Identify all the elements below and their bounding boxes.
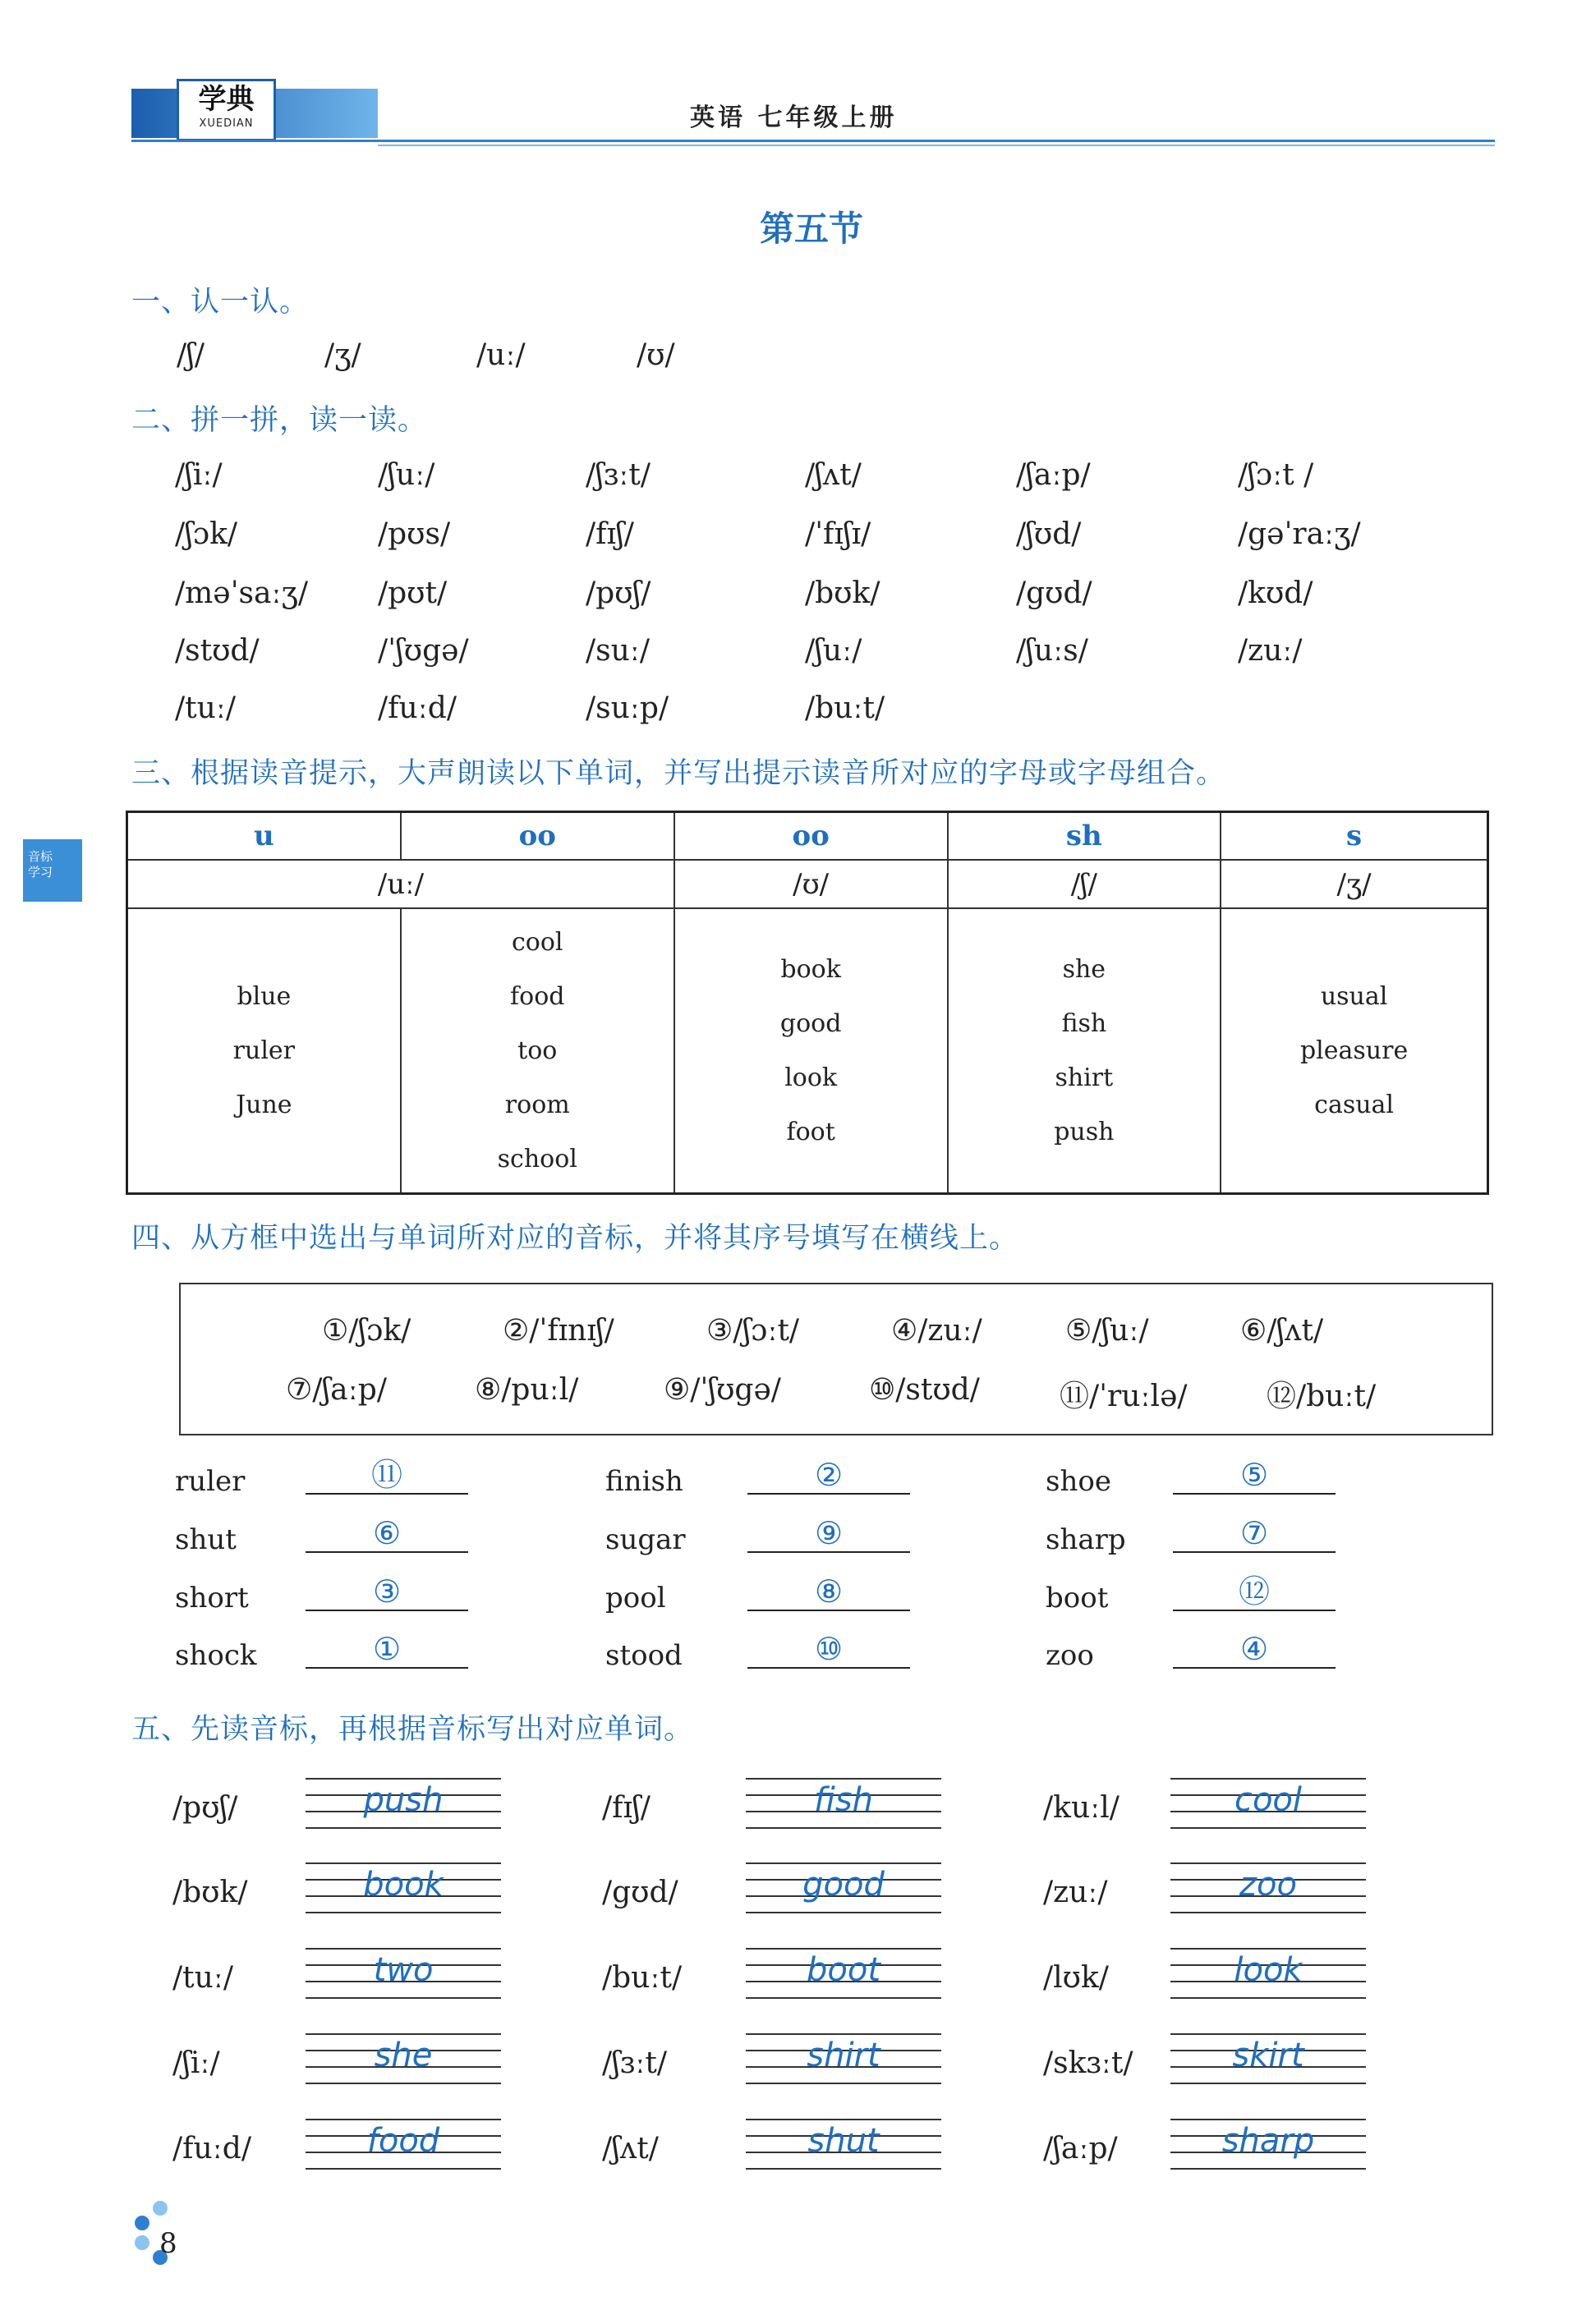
handwritten-answer: skirt xyxy=(1232,2037,1304,2074)
hex-decoration xyxy=(135,2216,149,2230)
writing-lines xyxy=(306,2119,501,2170)
match-word: shut xyxy=(175,1523,237,1556)
writing-lines xyxy=(1170,2033,1366,2084)
phonetic-option: ⑪/ˈruːlə/ xyxy=(1060,1380,1188,1413)
ruled-line xyxy=(746,1997,941,1999)
phonetic-item: /ʃʊd/ xyxy=(1016,517,1082,551)
handwritten-answer: food xyxy=(366,2122,440,2160)
phonetic-item: /ʃaːp/ xyxy=(1016,458,1091,492)
match-word: ruler xyxy=(175,1465,246,1498)
table-word: cool xyxy=(511,927,563,957)
table-word: room xyxy=(504,1090,570,1119)
phonetic-prompt: /zuː/ xyxy=(1043,1876,1108,1909)
part3-title: 三、根据读音提示，大声朗读以下单词，并写出提示读音所对应的字母或字母组合。 xyxy=(131,757,1226,790)
table-word: June xyxy=(236,1090,292,1119)
phonetic-item: /gʊd/ xyxy=(1016,576,1092,610)
phonetic-symbol: /ʃ/ xyxy=(177,338,205,372)
book-title: 英语 七年级上册 xyxy=(690,103,898,132)
table-word: usual xyxy=(1320,981,1388,1011)
handwritten-answer: she xyxy=(374,2037,433,2074)
phonetic-item: /ˈʃʊgə/ xyxy=(378,634,469,668)
phonetic-item: /fuːd/ xyxy=(378,691,457,725)
word-cell xyxy=(948,908,1221,1194)
phonetic-prompt: /pʊʃ/ xyxy=(172,1791,238,1825)
phonetic-option: ⑤/ʃuː/ xyxy=(1065,1314,1149,1348)
writing-lines xyxy=(746,2119,941,2170)
match-word: pool xyxy=(605,1582,666,1614)
handwritten-answer: shirt xyxy=(807,2037,880,2074)
phonetic-item: /pʊs/ xyxy=(378,517,451,551)
part1-title: 一、认一认。 xyxy=(131,286,310,319)
phonetic-item: /ʃuːs/ xyxy=(1016,634,1088,668)
answer-blank: ⑤ xyxy=(1173,1457,1336,1495)
phonetic-item: /stʊd/ xyxy=(175,634,260,668)
match-word: sharp xyxy=(1046,1523,1126,1556)
table-word: blue xyxy=(237,981,292,1011)
phonetic-prompt: /bʊk/ xyxy=(172,1876,248,1909)
phonetic-option: ⑥/ʃʌt/ xyxy=(1240,1314,1324,1348)
phonetic-option: ⑧/puːl/ xyxy=(475,1373,579,1407)
phonetic-item: /ʃɔːt / xyxy=(1238,458,1314,492)
table-word: she xyxy=(1062,954,1106,984)
ruled-line xyxy=(1170,2083,1366,2084)
phonetic-option: ②/ˈfɪnɪʃ/ xyxy=(503,1314,614,1348)
match-word: stood xyxy=(605,1639,683,1672)
phonetic-option: ⑦/ʃaːp/ xyxy=(286,1373,387,1407)
phonetic-item: /kʊd/ xyxy=(1238,576,1313,610)
hex-decoration xyxy=(135,2235,149,2250)
phonetic-item: /ʃʌt/ xyxy=(805,458,862,492)
phonetic-option: ⑩/stʊd/ xyxy=(869,1373,980,1407)
answer-blank: ③ xyxy=(306,1573,468,1611)
phonetic-cell: /ʃ/ xyxy=(948,860,1221,908)
answer-blank: ⑨ xyxy=(747,1515,910,1553)
phonetic-cell: /ʒ/ xyxy=(1221,860,1487,908)
table-word: shirt xyxy=(1055,1063,1114,1092)
side-tab-label: 音标 学习 xyxy=(23,839,82,902)
phonetic-symbol: /ʒ/ xyxy=(324,338,361,372)
answer-blank: ② xyxy=(747,1457,910,1495)
word-cell xyxy=(1221,908,1487,1194)
ruled-line xyxy=(1170,1827,1366,1829)
match-word: sugar xyxy=(605,1523,686,1556)
phonetic-symbol: /ʊ/ xyxy=(637,338,675,372)
phonetic-prompt: /buːt/ xyxy=(602,1961,683,1995)
header-divider xyxy=(131,140,1495,142)
handwritten-answer: two xyxy=(373,1951,434,1989)
table-word: book xyxy=(780,954,841,984)
table-word: food xyxy=(510,981,565,1011)
phonetic-symbol: /uː/ xyxy=(476,338,526,372)
writing-lines xyxy=(746,1778,941,1829)
match-word: shoe xyxy=(1046,1465,1111,1498)
handwritten-answer: good xyxy=(802,1866,885,1904)
phonetic-option: ⑨/ˈʃʊgə/ xyxy=(664,1373,781,1407)
phonetic-item: /bʊk/ xyxy=(805,576,880,610)
match-word: short xyxy=(175,1582,249,1614)
writing-lines xyxy=(306,1862,501,1913)
ruled-line xyxy=(746,1912,941,1913)
part2-title: 二、拼一拼，读一读。 xyxy=(131,404,428,437)
phonetic-item: /pʊʃ/ xyxy=(586,576,651,610)
answer-blank: ⑪ xyxy=(306,1457,468,1495)
header-cell: oo xyxy=(401,812,674,861)
table-word: fish xyxy=(1061,1008,1107,1038)
phonetic-prompt: /tuː/ xyxy=(172,1961,234,1995)
word-cell xyxy=(401,908,674,1194)
header-cell: sh xyxy=(948,812,1221,861)
section-heading: 第五节 xyxy=(760,209,864,249)
writing-lines xyxy=(306,2033,501,2084)
table-phonetic-row xyxy=(127,860,1488,908)
ruled-line xyxy=(306,1827,501,1829)
phonetic-item: /məˈsaːʒ/ xyxy=(175,576,308,610)
table-word: look xyxy=(784,1063,838,1092)
phonetic-item: /buːt/ xyxy=(805,691,885,725)
ruled-line xyxy=(1170,2168,1366,2170)
phonetic-option: ①/ʃɔk/ xyxy=(322,1314,411,1348)
handwritten-answer: shut xyxy=(807,2122,880,2160)
phonetic-prompt: /ʃʌt/ xyxy=(602,2132,659,2166)
handwritten-answer: book xyxy=(363,1866,444,1904)
match-word: finish xyxy=(605,1465,683,1498)
writing-lines xyxy=(1170,2119,1366,2170)
ruled-line xyxy=(306,2168,501,2170)
phonetic-item: /ʃiː/ xyxy=(175,458,223,492)
writing-lines xyxy=(746,1862,941,1913)
ruled-line xyxy=(306,2083,501,2084)
phonetic-item: /suː/ xyxy=(586,634,651,668)
word-cell xyxy=(127,908,401,1194)
phonetic-option: ③/ʃɔːt/ xyxy=(706,1314,800,1348)
table-word: good xyxy=(779,1008,842,1038)
phonetic-item: /ʃɜːt/ xyxy=(586,458,651,492)
handwritten-answer: fish xyxy=(813,1781,874,1819)
ruled-line xyxy=(306,1912,501,1913)
handwritten-answer: boot xyxy=(806,1951,881,1989)
brand-name-en: XUEDIAN xyxy=(199,117,254,130)
answer-blank: ⑥ xyxy=(306,1515,468,1553)
ruled-line xyxy=(1170,1912,1366,1913)
phonetic-option: ⑫/buːt/ xyxy=(1267,1380,1377,1413)
writing-lines xyxy=(1170,1948,1366,1999)
table-word: school xyxy=(497,1144,577,1173)
table-word: pleasure xyxy=(1299,1036,1409,1065)
part5-title: 五、先读音标，再根据音标写出对应单词。 xyxy=(131,1713,694,1746)
answer-blank: ⑦ xyxy=(1173,1515,1336,1553)
table-word-row xyxy=(127,908,1488,1194)
phonetic-prompt: /ʃiː/ xyxy=(172,2046,220,2080)
phonetic-cell: /uː/ xyxy=(127,860,674,908)
phonetic-prompt: /fɪʃ/ xyxy=(602,1791,651,1825)
handwritten-answer: sharp xyxy=(1221,2122,1315,2160)
table-word: casual xyxy=(1314,1090,1395,1119)
handwritten-answer: cool xyxy=(1234,1781,1303,1819)
phonetic-prompt: /kuːl/ xyxy=(1043,1791,1120,1825)
brand-logo xyxy=(177,79,276,141)
handwritten-answer: look xyxy=(1234,1951,1303,1989)
table-header-row xyxy=(127,812,1488,861)
phonetic-item: /ʃuː/ xyxy=(805,634,862,668)
header-cell: s xyxy=(1221,812,1487,861)
phonetic-item: /suːp/ xyxy=(586,691,669,725)
ruled-line xyxy=(1170,1997,1366,1999)
phonetic-item: /ʃɔk/ xyxy=(175,517,238,551)
phonetic-item: /tuː/ xyxy=(175,691,237,725)
header-divider-secondary xyxy=(378,145,1495,146)
writing-lines xyxy=(746,2033,941,2084)
phonetic-option: ④/zuː/ xyxy=(891,1314,982,1348)
writing-lines xyxy=(306,1948,501,1999)
hex-decoration xyxy=(153,2201,168,2216)
phonetic-prompt: /ʃɜːt/ xyxy=(602,2046,667,2080)
header-cell: u xyxy=(127,812,401,861)
phonetic-item: /pʊt/ xyxy=(378,576,448,610)
header-cell: oo xyxy=(674,812,948,861)
phonetic-prompt: /fuːd/ xyxy=(172,2132,251,2166)
answer-blank: ⑫ xyxy=(1173,1573,1336,1611)
phonetic-prompt: /ʃaːp/ xyxy=(1043,2132,1118,2166)
writing-lines xyxy=(746,1948,941,1999)
handwritten-answer: push xyxy=(363,1781,444,1819)
table-word: foot xyxy=(786,1117,835,1146)
writing-lines xyxy=(1170,1778,1366,1829)
writing-lines xyxy=(1170,1862,1366,1913)
ruled-line xyxy=(306,1997,501,1999)
ruled-line xyxy=(746,1827,941,1829)
letter-sound-table xyxy=(126,811,1489,1195)
phonetic-item: /ˈfɪʃɪ/ xyxy=(805,517,871,551)
brand-name-zh: 学典 xyxy=(198,83,255,116)
answer-blank: ⑧ xyxy=(747,1573,910,1611)
part4-title: 四、从方框中选出与单词所对应的音标，并将其序号填写在横线上。 xyxy=(131,1222,1019,1255)
answer-blank: ① xyxy=(306,1631,468,1669)
match-word: zoo xyxy=(1046,1639,1094,1672)
ruled-line xyxy=(746,2168,941,2170)
answer-blank: ④ xyxy=(1173,1631,1336,1669)
ruled-line xyxy=(746,2083,941,2084)
phonetic-item: /gəˈraːʒ/ xyxy=(1238,517,1361,551)
page-number: 8 xyxy=(159,2227,177,2260)
phonetic-prompt: /gʊd/ xyxy=(602,1876,678,1909)
word-cell xyxy=(674,908,948,1194)
phonetic-item: /fɪʃ/ xyxy=(586,517,634,551)
match-word: boot xyxy=(1046,1582,1109,1614)
match-word: shock xyxy=(175,1639,257,1672)
phonetic-item: /ʃuː/ xyxy=(378,458,435,492)
table-word: ruler xyxy=(232,1036,296,1065)
phonetic-item: /zuː/ xyxy=(1238,634,1303,668)
phonetic-cell: /ʊ/ xyxy=(674,860,948,908)
phonetic-prompt: /lʊk/ xyxy=(1043,1961,1109,1995)
answer-blank: ⑩ xyxy=(747,1631,910,1669)
handwritten-answer: zoo xyxy=(1239,1866,1297,1904)
table-word: push xyxy=(1054,1117,1115,1146)
writing-lines xyxy=(306,1778,501,1829)
phonetic-prompt: /skɜːt/ xyxy=(1043,2046,1133,2080)
table-word: too xyxy=(517,1036,558,1065)
